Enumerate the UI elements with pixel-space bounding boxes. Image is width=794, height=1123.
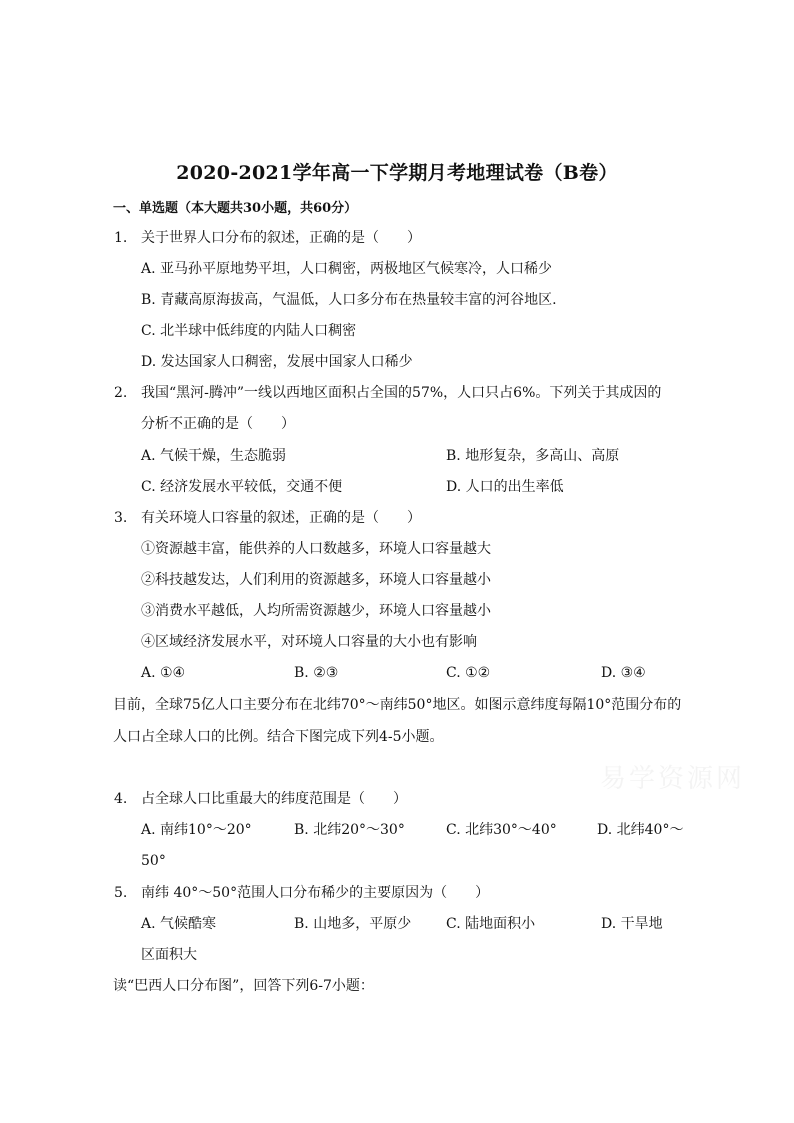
option-c: C. ①② [446,665,491,681]
option-d: D. 干旱地 [601,916,663,932]
statement-4: ④区域经济发展水平，对环境人口容量的大小也有影响 [141,634,477,650]
question-stem-continued: 分析不正确的是（ ） [141,416,295,432]
option-d-continued: 50° [141,853,166,869]
option-d: D. ③④ [601,665,646,681]
option-d: D. 北纬40°～ [597,822,684,838]
option-d: D. 人口的出生率低 [446,479,564,495]
statement-3: ③消费水平越低，人均所需资源越少，环境人口容量越小 [141,603,491,619]
passage-intro: 目前，全球75亿人口主要分布在北纬70°～南纬50°地区。如图示意纬度每隔10°范围分布的 [113,697,682,713]
option-b: B. 山地多，平原少 [294,916,412,932]
question-stem: 占全球人口比重最大的纬度范围是（ ） [141,791,407,807]
question-number: 3. [114,510,128,526]
section-heading: 一、单选题（本大题共30小题，共60分） [113,201,358,216]
option-d: D. 发达国家人口稠密，发展中国家人口稀少 [141,354,413,370]
passage-intro-6-7: 读“巴西人口分布图”，回答下列6-7小题： [113,978,374,994]
question-stem: 有关环境人口容量的叙述，正确的是（ ） [141,510,421,526]
option-b: B. 青藏高原海拔高，气温低，人口多分布在热量较丰富的河谷地区. [141,292,557,308]
option-c: C. 经济发展水平较低，交通不便 [141,479,343,495]
option-a: A. ①④ [141,665,186,681]
option-a: A. 气候干燥，生态脆弱 [141,448,287,464]
option-b: B. 地形复杂，多高山、高原 [446,448,620,464]
question-stem: 南纬 40°～50°范围人口分布稀少的主要原因为（ ） [141,885,490,901]
page-title: 2020-2021学年高一下学期月考地理试卷（B卷） [176,162,618,184]
question-number: 4. [114,791,128,807]
option-a: A. 南纬10°～20° [141,822,252,838]
question-stem: 我国“黑河-腾冲”一线以西地区面积占全国的57%，人口只占6%。下列关于其成因的 [141,385,662,401]
statement-1: ①资源越丰富，能供养的人口数越多，环境人口容量越大 [141,541,491,557]
question-number: 5. [114,885,128,901]
option-c: C. 北半球中低纬度的内陆人口稠密 [141,323,357,339]
question-number: 2. [114,385,128,401]
question-number: 1. [114,230,128,246]
option-b: B. 北纬20°～30° [294,822,405,838]
option-b: B. ②③ [294,665,339,681]
passage-intro-continued: 人口占全球人口的比例。结合下图完成下列4-5小题。 [113,729,444,745]
option-a: A. 亚马孙平原地势平坦，人口稠密，两极地区气候寒冷，人口稀少 [141,261,553,277]
option-a: A. 气候酷寒 [141,916,217,932]
option-c: C. 陆地面积小 [446,916,536,932]
watermark: 易学资源网 [600,764,746,794]
statement-2: ②科技越发达，人们利用的资源越多，环境人口容量越小 [141,572,491,588]
question-stem: 关于世界人口分布的叙述，正确的是（ ） [141,230,421,246]
option-d-continued: 区面积大 [141,947,197,963]
option-c: C. 北纬30°～40° [446,822,557,838]
